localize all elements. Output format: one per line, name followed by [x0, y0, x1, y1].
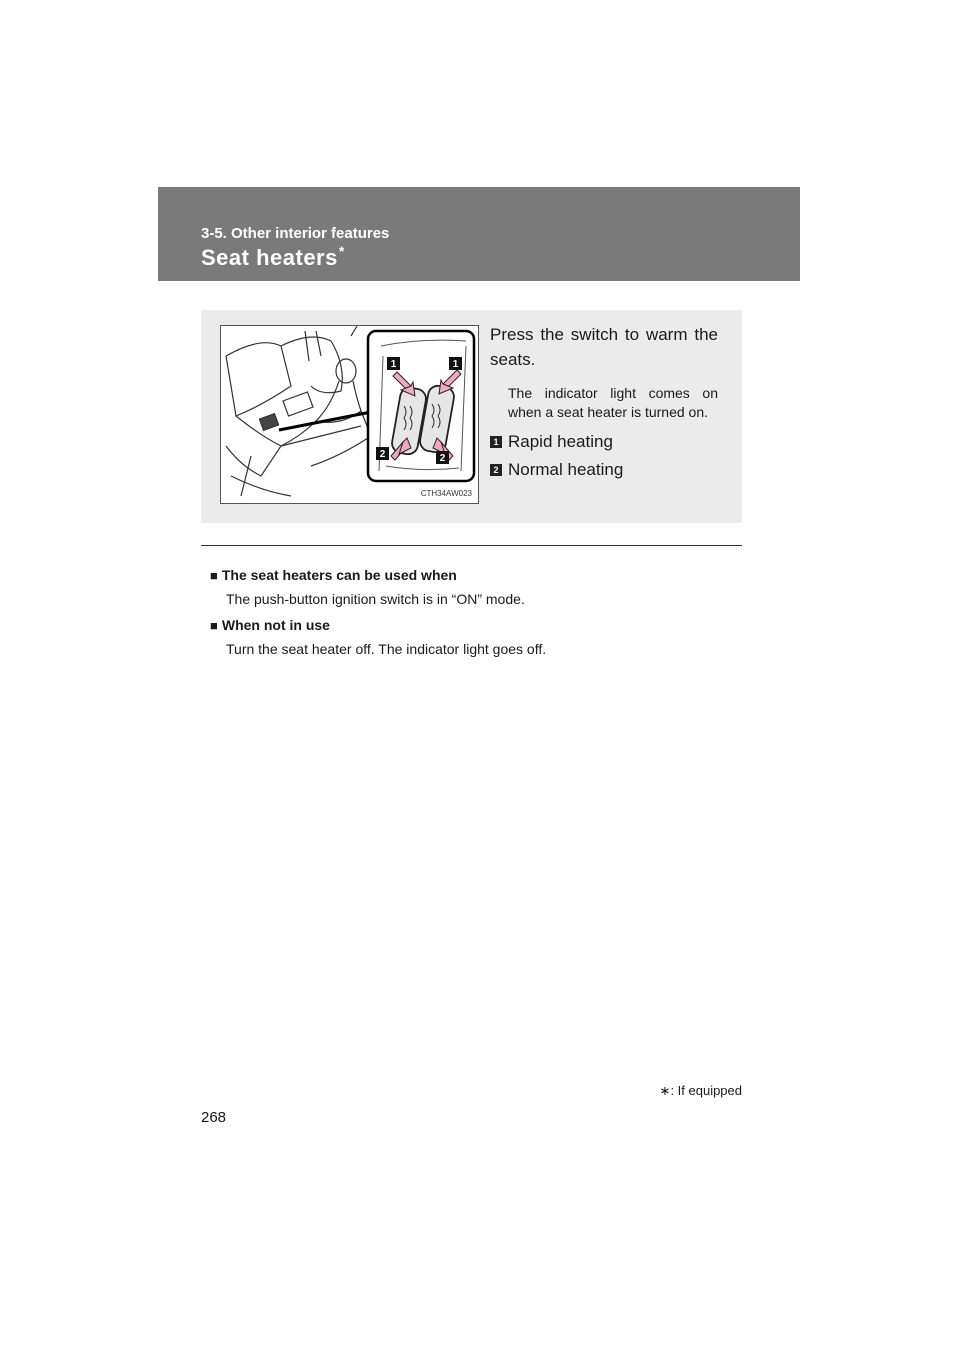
note-heading-not-in-use — [210, 616, 740, 635]
number-badge-1: 1 — [490, 436, 502, 448]
callout-2-left: 2 — [379, 449, 386, 460]
page-number: 268 — [201, 1109, 227, 1126]
square-bullet-icon: ■ — [210, 568, 218, 583]
main-instruction: Press the switch to warm the seats. — [490, 325, 718, 369]
instruction-panel — [201, 310, 742, 523]
section-header — [158, 187, 800, 281]
legend-item-rapid — [490, 432, 718, 452]
note-body-usage: The push-button ignition switch is in “ON” mode. — [226, 591, 525, 607]
seat-heater-switch-illustration — [220, 325, 479, 504]
figure-code: CTH34AW023 — [420, 489, 472, 498]
console-drawing — [221, 326, 478, 503]
legend-label-normal: Normal heating — [508, 460, 624, 479]
indicator-note: The indicator light comes on when a seat heater is turned on. — [508, 385, 718, 420]
note-heading-usage — [210, 566, 740, 585]
divider — [201, 545, 742, 546]
notes-section — [210, 566, 740, 658]
callout-2-right: 2 — [439, 453, 446, 464]
note-heading-text: The seat heaters can be used when — [221, 567, 457, 583]
section-label: 3-5. Other interior features — [201, 225, 390, 242]
footnote: ∗: If equipped — [659, 1083, 742, 1098]
callout-1-left: 1 — [390, 359, 397, 370]
legend-item-normal — [490, 460, 718, 480]
square-bullet-icon: ■ — [210, 618, 218, 633]
number-badge-2: 2 — [490, 464, 502, 476]
page-title — [201, 245, 345, 271]
note-heading-text: When not in use — [221, 617, 330, 633]
page-title-text: Seat heaters — [201, 245, 338, 270]
callout-1-right: 1 — [452, 359, 459, 370]
note-body-not-in-use: Turn the seat heater off. The indicator light goes off. — [226, 641, 547, 657]
legend-label-rapid: Rapid heating — [508, 432, 613, 451]
equipped-mark: * — [338, 243, 345, 259]
panel-text — [490, 322, 718, 480]
